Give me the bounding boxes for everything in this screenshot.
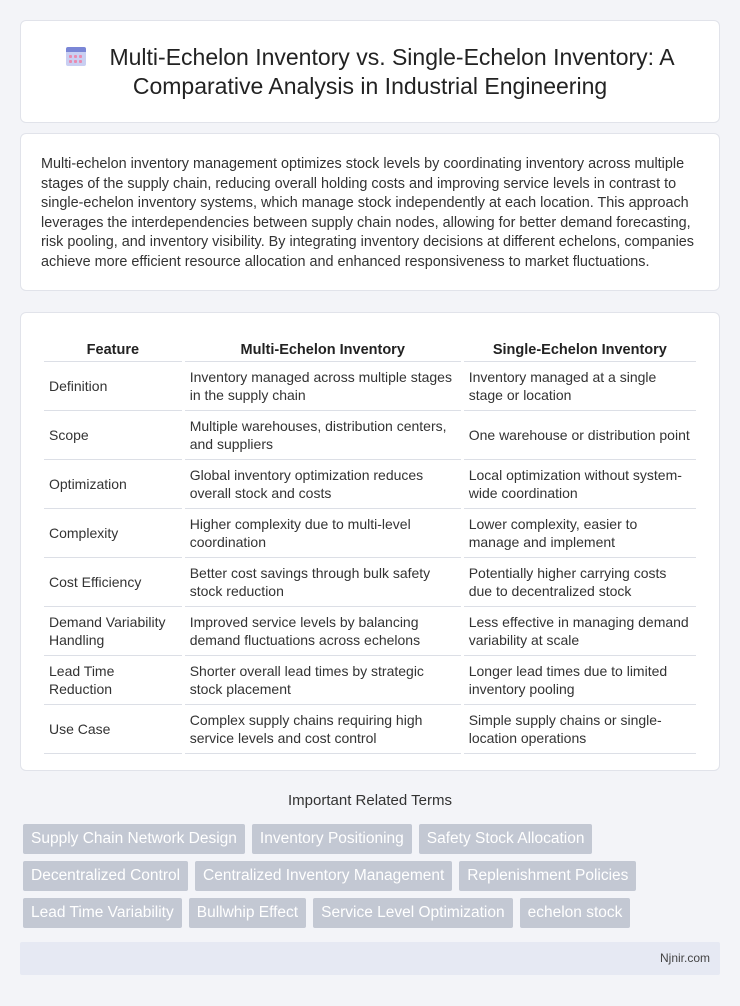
multi-echelon-cell: Global inventory optimization reduces overall stock and costs <box>185 460 461 509</box>
tag-row <box>23 861 723 891</box>
single-echelon-cell: Local optimization without system-wide coordination <box>464 460 696 509</box>
table-row <box>44 411 696 460</box>
comparison-table-card <box>20 312 720 771</box>
multi-echelon-cell: Inventory managed across multiple stages in the supply chain <box>185 362 461 411</box>
single-echelon-cell: Lower complexity, easier to manage and implement <box>464 509 696 558</box>
table-row <box>44 705 696 754</box>
page-title: Multi-Echelon Inventory vs. Single-Echelon Inventory: A Comparative Analysis in Industrial Engineering <box>109 44 675 99</box>
intro-card <box>20 133 720 291</box>
related-terms-tags <box>23 824 723 935</box>
feature-cell: Definition <box>44 362 182 411</box>
related-term-tag[interactable]: Bullwhip Effect <box>189 898 306 928</box>
single-echelon-cell: One warehouse or distribution point <box>464 411 696 460</box>
related-term-tag[interactable]: Centralized Inventory Management <box>195 861 452 891</box>
table-row <box>44 558 696 607</box>
table-row <box>44 460 696 509</box>
multi-echelon-cell: Improved service levels by balancing demand fluctuations across echelons <box>185 607 461 656</box>
related-terms-title: Important Related Terms <box>288 792 452 809</box>
single-echelon-cell: Longer lead times due to limited inventory pooling <box>464 656 696 705</box>
tag-row <box>23 898 723 928</box>
multi-echelon-cell: Shorter overall lead times by strategic stock placement <box>185 656 461 705</box>
calendar-icon <box>65 45 87 67</box>
feature-cell: Use Case <box>44 705 182 754</box>
multi-echelon-cell: Complex supply chains requiring high service levels and cost control <box>185 705 461 754</box>
table-row <box>44 607 696 656</box>
header-single-echelon: Single-Echelon Inventory <box>464 332 696 362</box>
tag-row <box>23 824 723 854</box>
table-row <box>44 509 696 558</box>
table-row <box>44 656 696 705</box>
single-echelon-cell: Inventory managed at a single stage or location <box>464 362 696 411</box>
feature-cell: Lead Time Reduction <box>44 656 182 705</box>
related-term-tag[interactable]: Supply Chain Network Design <box>23 824 245 854</box>
footer-site: Njnir.com <box>659 951 710 965</box>
header-multi-echelon: Multi-Echelon Inventory <box>185 332 461 362</box>
related-term-tag[interactable]: echelon stock <box>520 898 631 928</box>
multi-echelon-cell: Multiple warehouses, distribution centers, and suppliers <box>185 411 461 460</box>
intro-paragraph: Multi-echelon inventory management optimizes stock levels by coordinating inventory across multiple stages of the supply chain, reducing overall holding costs and improving service levels in contrast to single-echelon inventory systems, which manage stock independently at each location. This approach leverages the interdependencies between supply chain nodes, allowing for better demand forecasting, risk pooling, and inventory visibility. By integrating inventory decisions at different echelons, companies achieve more efficient resource allocation and enhanced responsiveness to market fluctuations. <box>41 156 694 270</box>
feature-cell: Cost Efficiency <box>44 558 182 607</box>
page-title-wrap <box>21 43 719 101</box>
related-term-tag[interactable]: Service Level Optimization <box>313 898 513 928</box>
feature-cell: Scope <box>44 411 182 460</box>
feature-cell: Complexity <box>44 509 182 558</box>
single-echelon-cell: Potentially higher carrying costs due to decentralized stock <box>464 558 696 607</box>
related-term-tag[interactable]: Safety Stock Allocation <box>419 824 593 854</box>
related-term-tag[interactable]: Lead Time Variability <box>23 898 182 928</box>
related-term-tag[interactable]: Inventory Positioning <box>252 824 412 854</box>
single-echelon-cell: Less effective in managing demand variability at scale <box>464 607 696 656</box>
multi-echelon-cell: Better cost savings through bulk safety stock reduction <box>185 558 461 607</box>
related-term-tag[interactable]: Replenishment Policies <box>459 861 636 891</box>
footer <box>20 942 720 975</box>
multi-echelon-cell: Higher complexity due to multi-level coordination <box>185 509 461 558</box>
related-term-tag[interactable]: Decentralized Control <box>23 861 188 891</box>
feature-cell: Optimization <box>44 460 182 509</box>
table-header-row <box>44 332 696 362</box>
comparison-table <box>41 332 699 754</box>
table-body <box>44 362 696 754</box>
table-row <box>44 362 696 411</box>
header-feature: Feature <box>44 332 182 362</box>
feature-cell: Demand Variability Handling <box>44 607 182 656</box>
single-echelon-cell: Simple supply chains or single-location operations <box>464 705 696 754</box>
title-card <box>20 20 720 123</box>
